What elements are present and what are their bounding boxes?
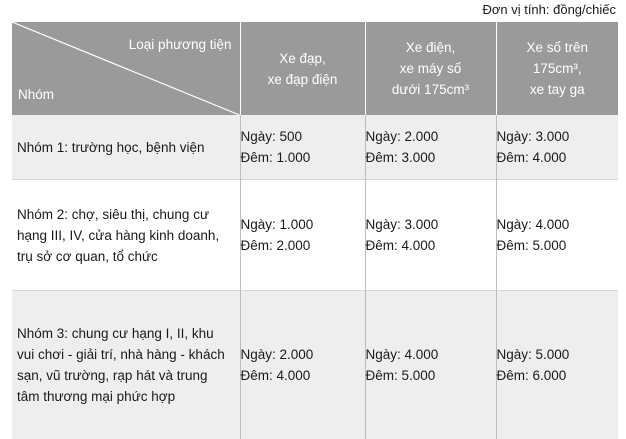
night-fee: Đêm: 4.000	[366, 235, 496, 256]
day-fee: Ngày: 5.000	[497, 344, 619, 365]
column-header-bicycle: Xe đạp, xe đạp điện	[240, 22, 365, 115]
day-fee: Ngày: 4.000	[497, 214, 619, 235]
vehicle-type-label: Loại phương tiện	[129, 34, 232, 55]
fee-cell	[240, 291, 365, 439]
night-fee: Đêm: 4.000	[241, 365, 365, 386]
night-fee: Đêm: 3.000	[366, 147, 496, 168]
day-fee: Ngày: 3.000	[366, 214, 496, 235]
night-fee: Đêm: 5.000	[497, 235, 619, 256]
fee-cell	[365, 115, 496, 180]
night-fee: Đêm: 5.000	[366, 365, 496, 386]
corner-header-cell	[12, 22, 240, 115]
column-header-motorbike-under-175: Xe điện, xe máy số dưới 175cm³	[365, 22, 496, 115]
table-row	[12, 291, 618, 439]
day-fee: Ngày: 4.000	[366, 344, 496, 365]
fee-cell	[496, 291, 618, 439]
night-fee: Đêm: 1.000	[241, 147, 365, 168]
table-row	[12, 115, 618, 180]
fee-cell	[365, 291, 496, 439]
fee-cell	[240, 180, 365, 291]
fee-cell	[496, 180, 618, 291]
fee-cell	[365, 180, 496, 291]
fee-cell	[240, 115, 365, 180]
fee-cell	[496, 115, 618, 180]
day-fee: Ngày: 2.000	[366, 126, 496, 147]
day-fee: Ngày: 3.000	[497, 126, 619, 147]
parking-fee-table	[12, 22, 618, 439]
column-header-motorbike-over-175: Xe số trên 175cm³, xe tay ga	[496, 22, 618, 115]
group-cell: Nhóm 2: chợ, siêu thị, chung cư hạng III, IV, cửa hàng kinh doanh, trụ sở cơ quan, tổ chức	[12, 180, 240, 291]
night-fee: Đêm: 2.000	[241, 235, 365, 256]
night-fee: Đêm: 6.000	[497, 365, 619, 386]
day-fee: Ngày: 2.000	[241, 344, 365, 365]
group-cell: Nhóm 1: trường học, bệnh viện	[12, 115, 240, 180]
header-row	[12, 22, 618, 115]
night-fee: Đêm: 4.000	[497, 147, 619, 168]
group-cell: Nhóm 3: chung cư hạng I, II, khu vui chơi - giải trí, nhà hàng - khách sạn, vũ trường, rạp hát và trung tâm thương mại phức hợp	[12, 291, 240, 439]
unit-note: Đơn vị tính: đồng/chiếc	[482, 2, 616, 17]
day-fee: Ngày: 500	[241, 126, 365, 147]
table-row	[12, 180, 618, 291]
day-fee: Ngày: 1.000	[241, 214, 365, 235]
group-label: Nhóm	[18, 84, 54, 105]
